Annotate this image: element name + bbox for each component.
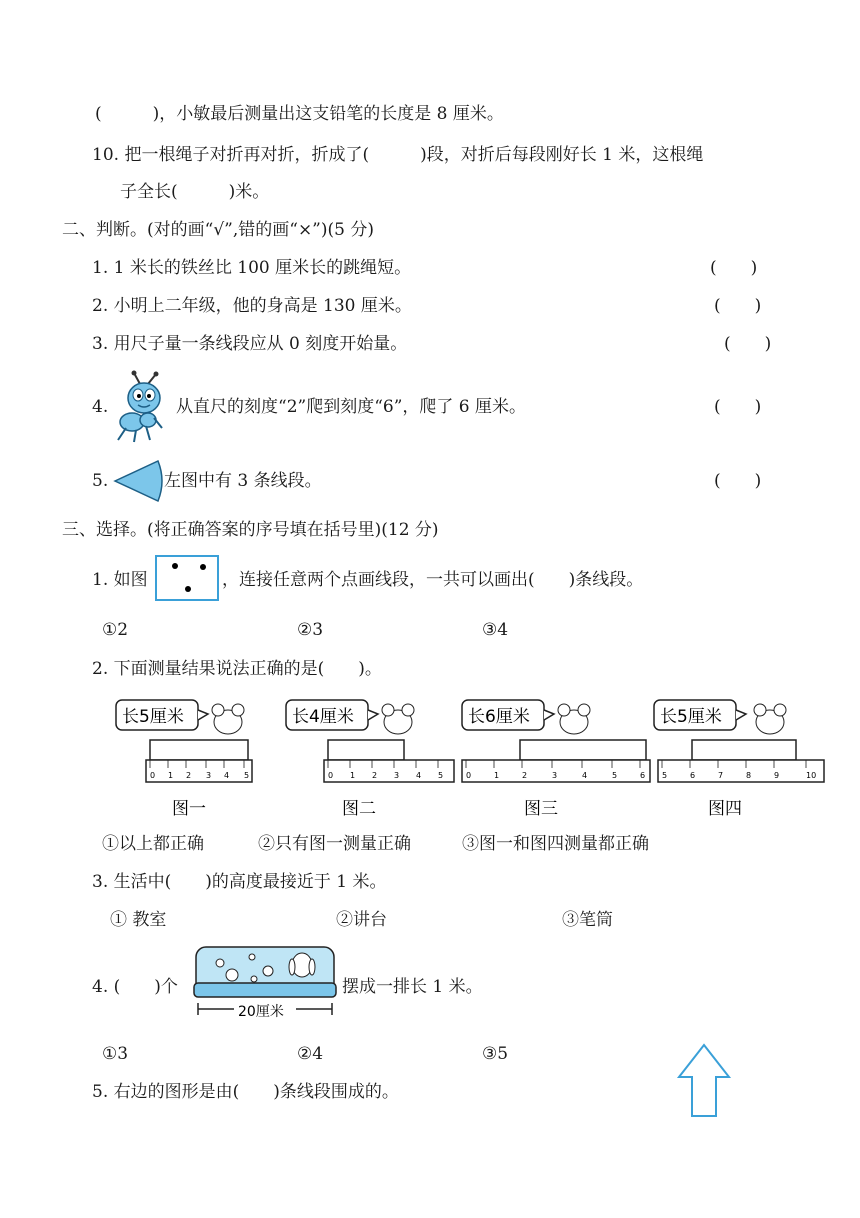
- svg-text:8: 8: [746, 771, 752, 780]
- choice-1-prefix: 1. 如图: [92, 570, 148, 590]
- svg-text:6: 6: [640, 771, 646, 780]
- svg-text:1: 1: [494, 771, 500, 780]
- svg-text:5: 5: [612, 771, 618, 780]
- choice-3-option-2[interactable]: ②讲台: [336, 910, 387, 930]
- svg-text:9: 9: [774, 771, 780, 780]
- svg-text:0: 0: [328, 771, 334, 780]
- svg-text:4: 4: [582, 771, 588, 780]
- choice-4-option-2[interactable]: ②4: [297, 1044, 324, 1064]
- figure-1-caption: 图一: [172, 799, 206, 819]
- svg-text:3: 3: [552, 771, 558, 780]
- judge-2: 2. 小明上二年级，他的身高是 130 厘米。: [92, 296, 412, 316]
- svg-text:7: 7: [718, 771, 724, 780]
- figure-2-caption: 图二: [342, 799, 376, 819]
- judge-4: 从直尺的刻度“2”爬到刻度“6”，爬了 6 厘米。: [176, 397, 527, 417]
- figure-3: [462, 700, 650, 819]
- arrow-shape: [676, 1042, 732, 1120]
- question-10: 10. 把一根绳子对折再对折，折成了( )段，对折后每段刚好长 1 米，这根绳: [92, 145, 704, 165]
- three-points-box: [155, 555, 219, 601]
- svg-text:1: 1: [168, 771, 174, 780]
- figure-2-bubble: 长4厘米: [292, 707, 354, 727]
- choice-3-option-1[interactable]: ① 教室: [110, 910, 167, 930]
- svg-text:0: 0: [466, 771, 472, 780]
- svg-text:4: 4: [416, 771, 422, 780]
- figure-4-bubble: 长5厘米: [660, 707, 722, 727]
- figure-3-bubble: 长6厘米: [468, 707, 530, 727]
- section-2-title: 二、判断。(对的画“√”,错的画“×”)(5 分): [62, 220, 374, 240]
- judge-1-answer[interactable]: ( ): [710, 258, 758, 278]
- figure-1: [116, 700, 252, 819]
- svg-text:10: 10: [806, 771, 817, 780]
- judge-3-answer[interactable]: ( ): [724, 334, 772, 354]
- choice-1-option-2[interactable]: ②3: [297, 620, 324, 640]
- svg-text:0: 0: [150, 771, 156, 780]
- svg-text:5: 5: [662, 771, 668, 780]
- figure-4-caption: 图四: [708, 799, 742, 819]
- judge-1: 1. 1 米长的铁丝比 100 厘米长的跳绳短。: [92, 258, 412, 278]
- question-10-cont: 子全长( )米。: [120, 182, 270, 202]
- figure-2: [286, 700, 454, 819]
- choice-4-option-3[interactable]: ③5: [482, 1044, 509, 1064]
- eraser-length-label: 20厘米: [238, 1004, 284, 1020]
- judge-2-answer[interactable]: ( ): [714, 296, 762, 316]
- question-9-tail: ( )，小敏最后测量出这支铅笔的长度是 8 厘米。: [95, 104, 504, 124]
- choice-1: ，连接任意两个点画线段，一共可以画出( )条线段。: [222, 570, 644, 590]
- ruler-figures: [110, 692, 830, 822]
- svg-text:5: 5: [244, 771, 250, 780]
- svg-text:2: 2: [522, 771, 528, 780]
- judge-5-answer[interactable]: ( ): [714, 471, 762, 491]
- choice-3: 3. 生活中( )的高度最接近于 1 米。: [92, 872, 387, 892]
- figure-3-caption: 图三: [524, 799, 558, 819]
- svg-text:3: 3: [206, 771, 212, 780]
- triangle-shape: [112, 458, 164, 504]
- ant-illustration: [110, 370, 176, 446]
- choice-3-option-3[interactable]: ③笔筒: [562, 910, 613, 930]
- choice-4-option-1[interactable]: ①3: [102, 1044, 129, 1064]
- choice-2-option-2[interactable]: ②只有图一测量正确: [258, 834, 411, 854]
- choice-2: 2. 下面测量结果说法正确的是( )。: [92, 659, 382, 679]
- svg-text:3: 3: [394, 771, 400, 780]
- figure-4: [654, 700, 824, 819]
- judge-5-num: 5.: [92, 471, 109, 491]
- svg-text:5: 5: [438, 771, 444, 780]
- judge-5: 左图中有 3 条线段。: [164, 471, 322, 491]
- judge-3: 3. 用尺子量一条线段应从 0 刻度开始量。: [92, 334, 408, 354]
- svg-text:1: 1: [350, 771, 356, 780]
- svg-text:2: 2: [372, 771, 378, 780]
- choice-4-prefix: 4. ( )个: [92, 977, 178, 997]
- choice-4: 摆成一排长 1 米。: [342, 977, 483, 997]
- judge-4-num: 4.: [92, 397, 109, 417]
- section-3-title: 三、选择。(将正确答案的序号填在括号里)(12 分): [62, 520, 439, 540]
- judge-4-answer[interactable]: ( ): [714, 397, 762, 417]
- svg-text:2: 2: [186, 771, 192, 780]
- choice-1-option-1[interactable]: ①2: [102, 620, 129, 640]
- svg-text:4: 4: [224, 771, 230, 780]
- eraser-illustration: [190, 943, 340, 1027]
- svg-text:6: 6: [690, 771, 696, 780]
- choice-1-option-3[interactable]: ③4: [482, 620, 509, 640]
- choice-5: 5. 右边的图形是由( )条线段围成的。: [92, 1082, 399, 1102]
- choice-2-option-3[interactable]: ③图一和图四测量都正确: [462, 834, 649, 854]
- figure-1-bubble: 长5厘米: [122, 707, 184, 727]
- choice-2-option-1[interactable]: ①以上都正确: [102, 834, 204, 854]
